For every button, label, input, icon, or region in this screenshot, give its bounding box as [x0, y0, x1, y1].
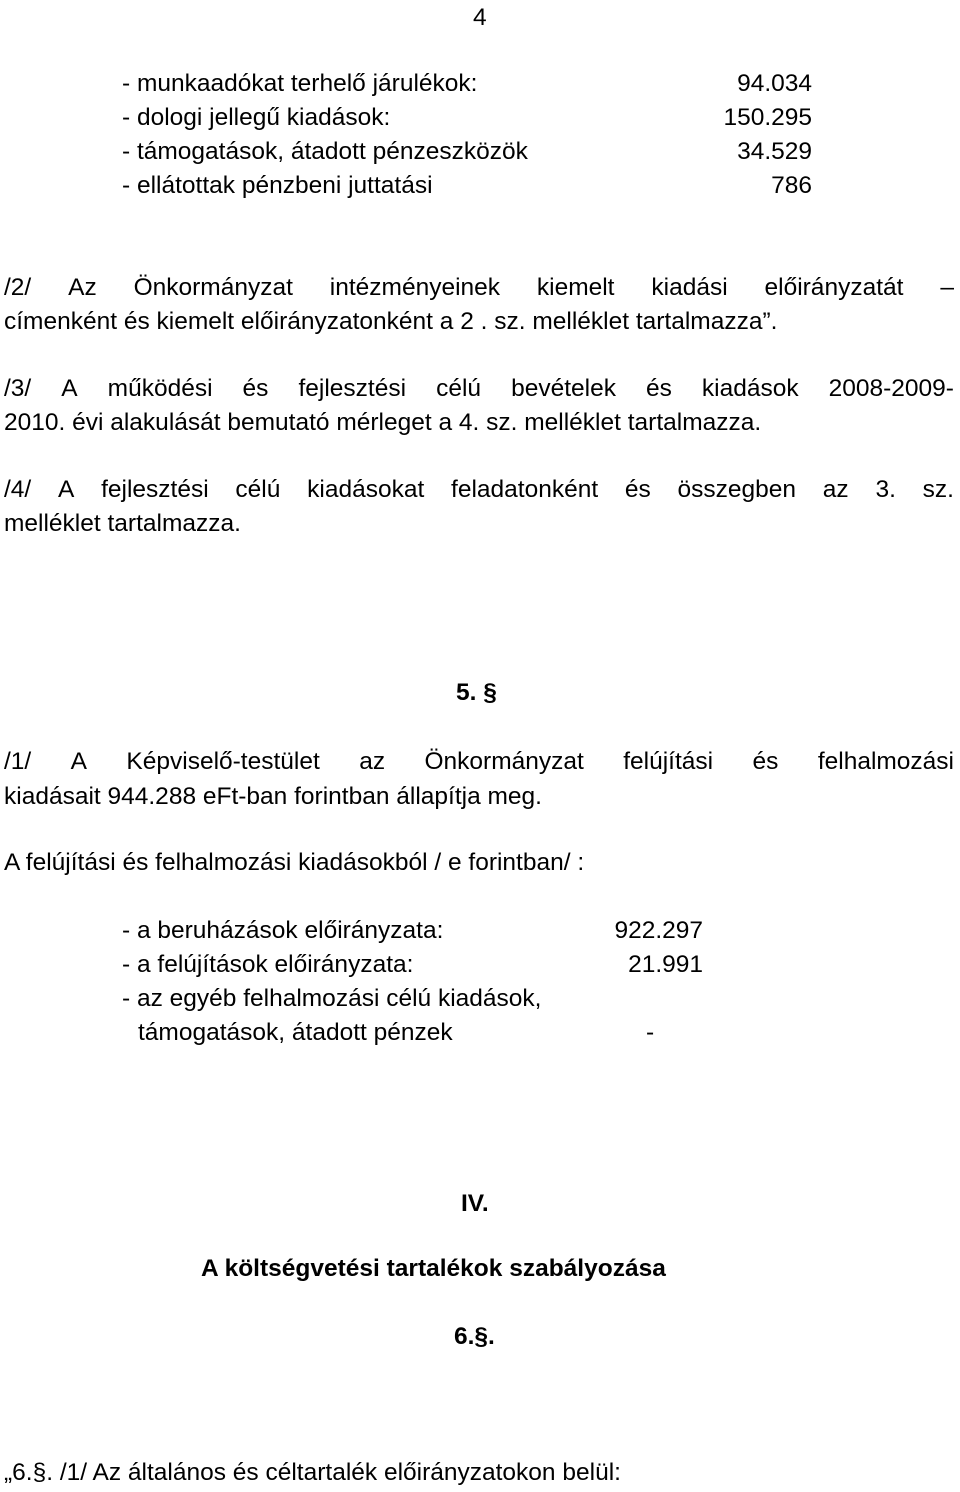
list-item-label: - a felújítások előirányzata: — [122, 951, 414, 978]
list-item-value: 150.295 — [723, 104, 812, 131]
list-item-label: - ellátottak pénzbeni juttatási — [122, 172, 433, 199]
paragraph-2 — [4, 276, 954, 301]
list-item-value: 922.297 — [614, 917, 703, 944]
list-item-value: 21.991 — [628, 951, 703, 978]
list-item-value: 786 — [771, 172, 812, 199]
section-5-paragraph-1 — [4, 750, 954, 775]
page-number: 4 — [473, 4, 487, 31]
paragraph-4 — [4, 478, 954, 503]
list-item-value: - — [646, 1019, 655, 1046]
section-5-intro: A felújítási és felhalmozási kiadásokból / e forintban/ : — [4, 849, 585, 876]
list-item-label: - munkaadókat terhelő járulékok: — [122, 70, 478, 97]
list-item-value: 34.529 — [737, 138, 812, 165]
chapter-title: A költségvetési tartalékok szabályozása — [201, 1255, 666, 1282]
chapter-numeral: IV. — [461, 1190, 489, 1217]
justified-line: /1/ A Képviselő-testület az Önkormányzat felújítási és felhalmozási — [4, 748, 954, 775]
last-line: „6.§. /1/ Az általános és céltartalék előirányzatokon belül: — [4, 1459, 621, 1486]
paragraph-3-line-2: 2010. évi alakulását bemutató mérleget a 4. sz. melléklet tartalmazza. — [4, 409, 762, 436]
list-item-label: támogatások, átadott pénzek — [138, 1019, 453, 1046]
paragraph-2-line-2: címenként és kiemelt előirányzatonként a 2 . sz. melléklet tartalmazza”. — [4, 308, 778, 335]
section-6-heading: 6.§. — [454, 1323, 495, 1350]
paragraph-3 — [4, 377, 954, 402]
justified-line: /2/ Az Önkormányzat intézményeinek kiemelt kiadási előirányzatát – — [4, 274, 954, 301]
list-item-label: - a beruházások előirányzata: — [122, 917, 444, 944]
list-item-value: 94.034 — [737, 70, 812, 97]
list-item-label: - támogatások, átadott pénzeszközök — [122, 138, 528, 165]
list-item-label: - az egyéb felhalmozási célú kiadások, — [122, 985, 542, 1012]
justified-line: /4/ A fejlesztési célú kiadásokat feladatonként és összegben az 3. sz. — [4, 476, 954, 503]
list-item-label: - dologi jellegű kiadások: — [122, 104, 391, 131]
section-5-paragraph-1-line-2: kiadásait 944.288 eFt-ban forintban állapítja meg. — [4, 783, 542, 810]
justified-line: /3/ A működési és fejlesztési célú bevételek és kiadások 2008-2009- — [4, 375, 954, 402]
paragraph-4-line-2: melléklet tartalmazza. — [4, 510, 241, 537]
section-5-heading: 5. § — [456, 679, 497, 706]
